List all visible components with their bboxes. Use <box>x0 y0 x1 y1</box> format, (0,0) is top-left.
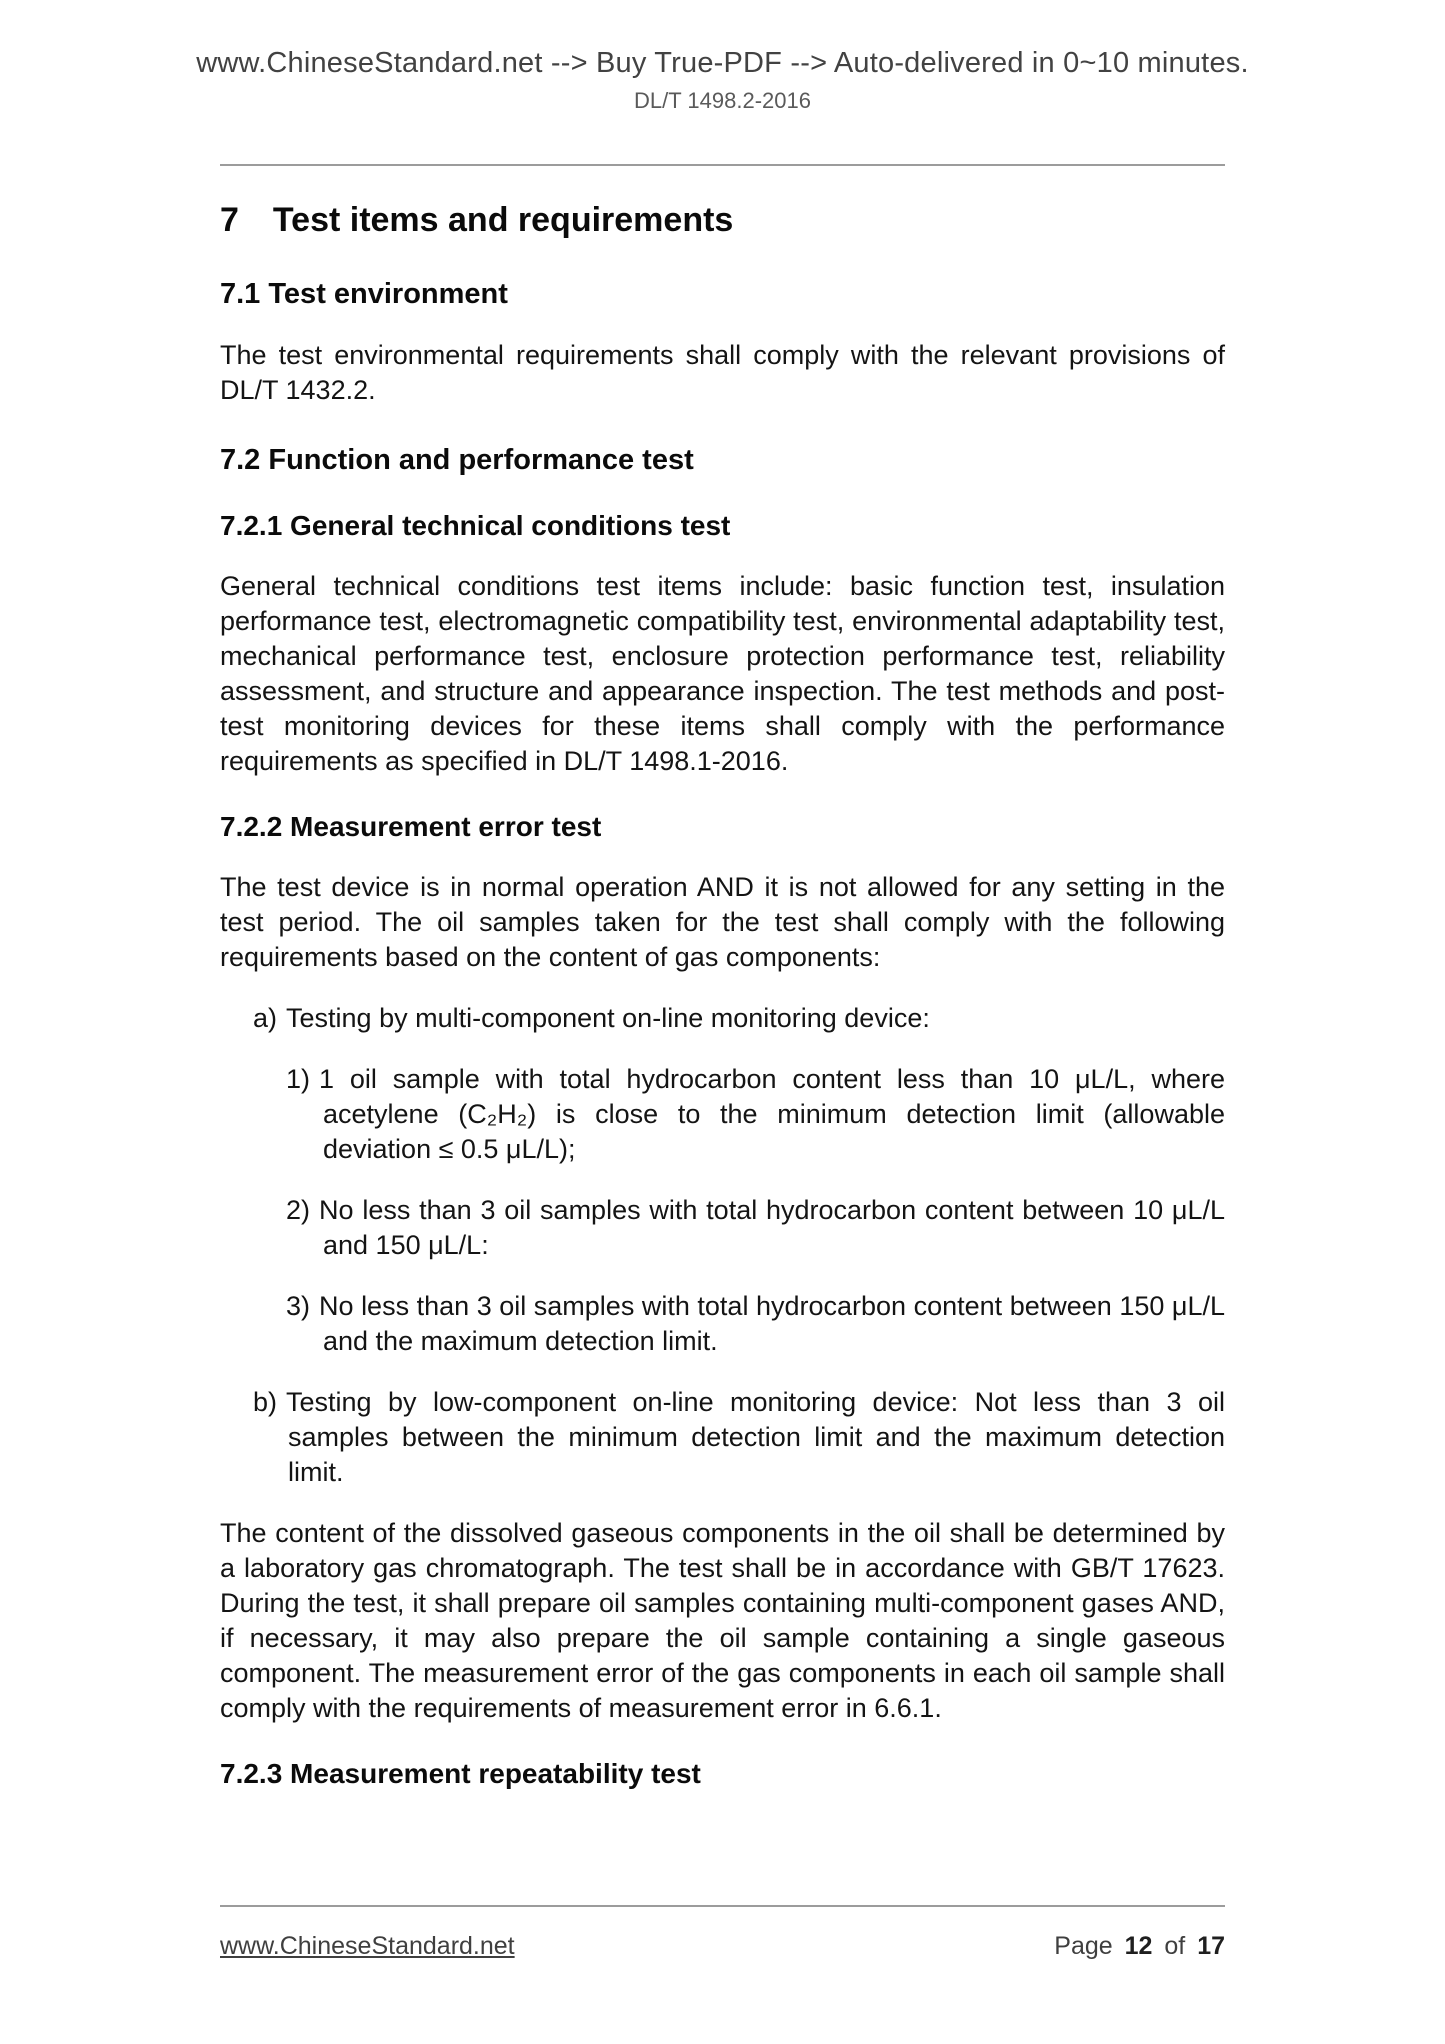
list-item-1 <box>286 1062 1225 1167</box>
list-text-1: 1 oil sample with total hydrocarbon content less than 10 μL/L, where acetylene (C₂H₂) is close to the minimum detection limit (allowable deviation ≤ 0.5 μL/L); <box>319 1064 1225 1164</box>
list-marker-2: 2) <box>286 1195 311 1225</box>
list-item-2 <box>286 1193 1225 1263</box>
list-item-3 <box>286 1289 1225 1359</box>
list-text-3: No less than 3 oil samples with total hydrocarbon content between 150 μL/L and the maximum detection limit. <box>319 1291 1225 1356</box>
page-label-connector: of <box>1164 1932 1186 1960</box>
list-text-2: No less than 3 oil samples with total hydrocarbon content between 10 μL/L and 150 μL/L: <box>319 1195 1225 1260</box>
list-marker-3: 3) <box>286 1291 311 1321</box>
page-header <box>0 46 1445 114</box>
list-item-b <box>253 1385 1225 1490</box>
footer-divider <box>220 1905 1225 1907</box>
list-marker-a: a) <box>253 1003 278 1033</box>
header-tagline: www.ChineseStandard.net --> Buy True-PDF --> Auto-delivered in 0~10 minutes. <box>196 47 1249 79</box>
document-body <box>220 164 1225 1817</box>
heading-7-2: 7.2 Function and performance test <box>220 444 694 476</box>
paragraph-7-2-1: General technical conditions test items include: basic function test, insulation performance test, electromagnetic compatibility test, environmental adaptability test, mechanical performance test, enclosure protection performance test, reliability assessment, and structure and appearance inspection. The test methods and post-test monitoring devices for these items shall comply with the performance requirements as specified in DL/T 1498.1-2016. <box>220 571 1225 776</box>
list-item-a <box>253 1001 1225 1036</box>
section-7-number: 7 <box>220 201 239 239</box>
list-text-b: Testing by low-component on-line monitoring device: Not less than 3 oil samples between the minimum detection limit and the maximum detection limit. <box>286 1387 1225 1487</box>
page-label-prefix: Page <box>1054 1932 1113 1960</box>
total-page-number: 17 <box>1197 1932 1225 1960</box>
page-footer <box>220 1932 1225 1961</box>
list-marker-1: 1) <box>286 1064 311 1094</box>
list-text-a: Testing by multi-component on-line monitoring device: <box>286 1003 930 1033</box>
heading-7-2-1: 7.2.1 General technical conditions test <box>220 510 731 541</box>
paragraph-7-2-2-closing: The content of the dissolved gaseous components in the oil shall be determined by a laboratory gas chromatograph. The test shall be in accordance with GB/T 17623. During the test, it shall prepare oil samples containing multi-component gases AND, if necessary, it may also prepare the oil sample containing a single gaseous component. The measurement error of the gas components in each oil sample shall comply with the requirements of measurement error in 6.6.1. <box>220 1518 1225 1723</box>
footer-page-info <box>1054 1932 1225 1961</box>
header-divider <box>220 164 1225 166</box>
section-7-title: Test items and requirements <box>272 201 734 239</box>
footer-site-link[interactable]: www.ChineseStandard.net <box>220 1932 515 1960</box>
list-marker-b: b) <box>253 1387 278 1417</box>
paragraph-7-2-2-intro: The test device is in normal operation AND it is not allowed for any setting in the test period. The oil samples taken for the test shall comply with the following requirements based on the content of gas components: <box>220 872 1225 972</box>
heading-7-2-2: 7.2.2 Measurement error test <box>220 811 602 842</box>
paragraph-7-1: The test environmental requirements shall comply with the relevant provisions of DL/T 1432.2. <box>220 340 1225 405</box>
heading-7-1: 7.1 Test environment <box>220 278 508 310</box>
current-page-number: 12 <box>1124 1932 1153 1960</box>
heading-7-2-3: 7.2.3 Measurement repeatability test <box>220 1758 701 1789</box>
standard-number: DL/T 1498.2-2016 <box>634 88 811 113</box>
section-7-heading <box>220 198 1225 242</box>
